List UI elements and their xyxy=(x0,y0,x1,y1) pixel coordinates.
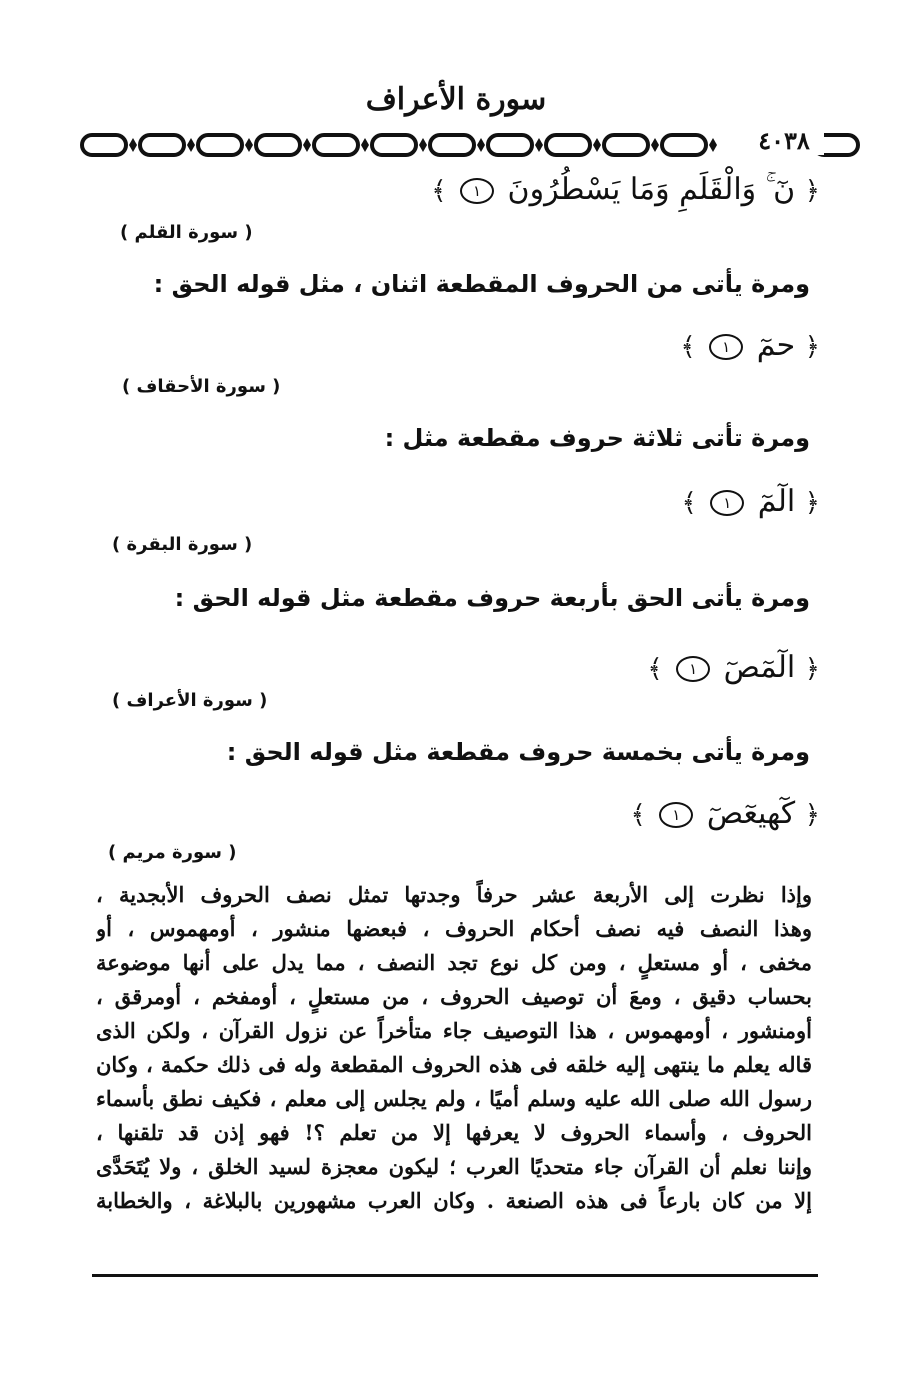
page-number: ٤٠٣٨ xyxy=(744,126,824,155)
ayah-open-ornament-icon: ﴿ xyxy=(804,800,820,830)
ayah-text: حمٓ xyxy=(756,328,796,363)
ayah-open-ornament-icon: ﴿ xyxy=(804,176,820,206)
paragraph-line: رسول الله صلى الله عليه وسلم أميًا ، ولم يجلس إلى معلم ، فكيف نطق بأسماء xyxy=(96,1086,812,1111)
surah-reference: ( سورة الأعراف ) xyxy=(112,690,268,711)
paragraph-line: وإذا نظرت إلى الأربعة عشر حرفاً وجدتها تمثل نصف الحروف الأبجدية ، xyxy=(96,882,812,907)
ayah-number-medallion: ١ xyxy=(676,656,710,682)
ayah-number-medallion: ١ xyxy=(709,334,743,360)
ayah-text: الٓمٓ xyxy=(757,484,796,519)
ayah-open-ornament-icon: ﴿ xyxy=(804,654,820,684)
ayah-number-medallion: ١ xyxy=(460,178,494,204)
ayah-close-ornament-icon: ﴾ xyxy=(431,176,447,206)
intro-line: ومرة يأتى الحق بأربعة حروف مقطعة مثل قوله الحق : xyxy=(174,584,810,612)
body-paragraph xyxy=(96,878,812,1218)
ayah-quote-3 xyxy=(681,484,820,519)
paragraph-line: وإننا نعلم أن القرآن جاء متحديًا العرب ؛ ليكون معجزة لسيد الخلق ، ولا يُتَحَدَّى xyxy=(96,1154,812,1179)
paragraph-line: مخفى ، أو مستعلٍ ، ومن كل نوع تجد النصف ، مما يدل على أنها موضوعة xyxy=(96,950,812,975)
surah-reference: ( سورة مريم ) xyxy=(108,842,237,863)
ayah-quote-5 xyxy=(631,796,821,831)
ayah-text: الٓمٓصٓ xyxy=(723,650,796,685)
paragraph-line: قاله يعلم ما ينتهى إليه خلقه فى هذه الحروف المقطعة وله فى ذلك حكمة ، وكان xyxy=(96,1052,812,1077)
paragraph-line: الحروف ، وأسماء الحروف لا يعرفها إلا من تعلم ؟! فهو إذن قد تلقنها ، xyxy=(96,1120,812,1145)
ayah-quote-4 xyxy=(647,650,820,685)
ayah-close-ornament-icon: ﴾ xyxy=(647,654,663,684)
paragraph-line: إلا من كان بارعاً فى هذه الصنعة . وكان العرب مشهورين بالبلاغة ، والخطابة xyxy=(96,1188,812,1213)
paragraph-line: وهذا النصف فيه نصف أحكام الحروف ، فبعضها منشور ، أومهموس ، أو xyxy=(96,916,812,941)
surah-reference: ( سورة القلم ) xyxy=(120,222,253,243)
intro-line: ومرة يأتى من الحروف المقطعة اثنان ، مثل قوله الحق : xyxy=(153,270,810,298)
ayah-open-ornament-icon: ﴿ xyxy=(804,332,820,362)
footer-rule xyxy=(92,1274,818,1277)
surah-reference: ( سورة البقرة ) xyxy=(112,534,253,555)
paragraph-line: أومنشور ، أومهموس ، هذا التوصيف جاء متأخراً عن نزول القرآن ، ولكن الذى xyxy=(96,1018,812,1043)
ayah-close-ornament-icon: ﴾ xyxy=(681,488,697,518)
ayah-text: كٓهيعٓصٓ xyxy=(706,796,796,831)
ayah-close-ornament-icon: ﴾ xyxy=(630,800,646,830)
intro-line: ومرة يأتى بخمسة حروف مقطعة مثل قوله الحق : xyxy=(226,738,810,766)
surah-title: سورة الأعراف xyxy=(365,82,547,117)
ayah-quote-1 xyxy=(431,172,820,207)
intro-line: ومرة تأتى ثلاثة حروف مقطعة مثل : xyxy=(384,424,810,452)
ayah-number-medallion: ١ xyxy=(659,802,693,828)
ayah-text: نٓ ۚ وَالْقَلَمِ وَمَا يَسْطُرُونَ xyxy=(507,172,796,207)
paragraph-line: بحساب دقيق ، ومعَ أن توصيف الحروف ، من مستعلٍ ، أومفخم ، أومرقق ، xyxy=(96,984,812,1009)
ayah-number-medallion: ١ xyxy=(710,490,744,516)
surah-reference: ( سورة الأحقاف ) xyxy=(122,376,281,397)
ayah-close-ornament-icon: ﴾ xyxy=(680,332,696,362)
ayah-open-ornament-icon: ﴿ xyxy=(804,488,820,518)
ayah-quote-2 xyxy=(680,328,820,363)
